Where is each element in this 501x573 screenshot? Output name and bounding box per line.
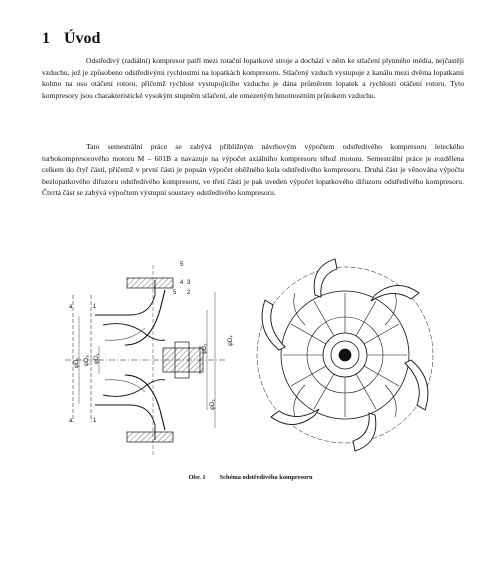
section-title: Úvod — [64, 30, 101, 47]
dim-da: φDₐ — [84, 355, 90, 366]
label-1-top: 1 — [93, 304, 97, 310]
caption-text: Schéma odstředivého kompresoru — [219, 474, 313, 481]
label-a-top: a — [69, 304, 73, 310]
label-5: 5 — [173, 290, 177, 296]
compressor-figure — [55, 250, 455, 465]
dim-d4: φD₄ — [228, 335, 234, 346]
label-5-top: 5 — [180, 262, 184, 268]
section-heading — [42, 30, 100, 48]
dim-d3: φD₃ — [210, 399, 216, 410]
compressor-schematic — [55, 250, 455, 465]
figure-caption — [0, 474, 501, 481]
section-number: 1 — [42, 30, 50, 47]
scope-paragraph: Tato semestrální práce se zabývá přibližným návrhovým výpočtem odstředivého kompresoru leteckého turbokompresorového motoru M – 601B a navazuje na výpočet axiálního kompresoru téhož motoru. Semestrální práce je rozdělena celkem do čtyř částí, přičemž v první části je popsán výpočet oběžného kola odstředivého kompresoru. Druhá část je věnována výpočtu bezlopatkového difuzoru odstředivého kompresoru, ve třetí části je pak uveden výpočet lopatkového difuzoru odstředivého kompresoru. Čtvrtá část se zabývá výpočtem výstupní soustavy odstředivého kompresoru. — [42, 142, 464, 198]
label-4: 4 — [180, 280, 184, 286]
dim-d0: φD₀ — [74, 357, 80, 368]
label-2: 2 — [187, 290, 191, 296]
label-3: 3 — [187, 280, 191, 286]
dim-d1: φD₁ — [94, 353, 100, 364]
caption-label: Obr. 1 — [188, 474, 206, 481]
dim-d2: φD₂ — [202, 343, 208, 354]
label-a-bottom: a — [69, 418, 73, 424]
intro-paragraph: Odstředivý (radiální) kompresor patří mezi rotační lopatkové stroje a dochází v něm ke stlačení plynného média, nejčastěji vzduchu, jež je způsobeno odstředivými rychlostmi na lopatkách kompresoru. Stlačený vzduch vystupuje z kanálu mezi dvěma lopatkami kolmo na osu otáčení rotoru, přičemž rychlost vystupujícího vzduchu je dána průměrem lopatek a rychlostí otáčení rotoru. Tyto kompresory jsou charakteristické vysokým stupněm stlačení, ale omezeným hmotnostním průtokem vzduchu. — [42, 56, 464, 100]
label-1-bottom: 1 — [93, 418, 97, 424]
